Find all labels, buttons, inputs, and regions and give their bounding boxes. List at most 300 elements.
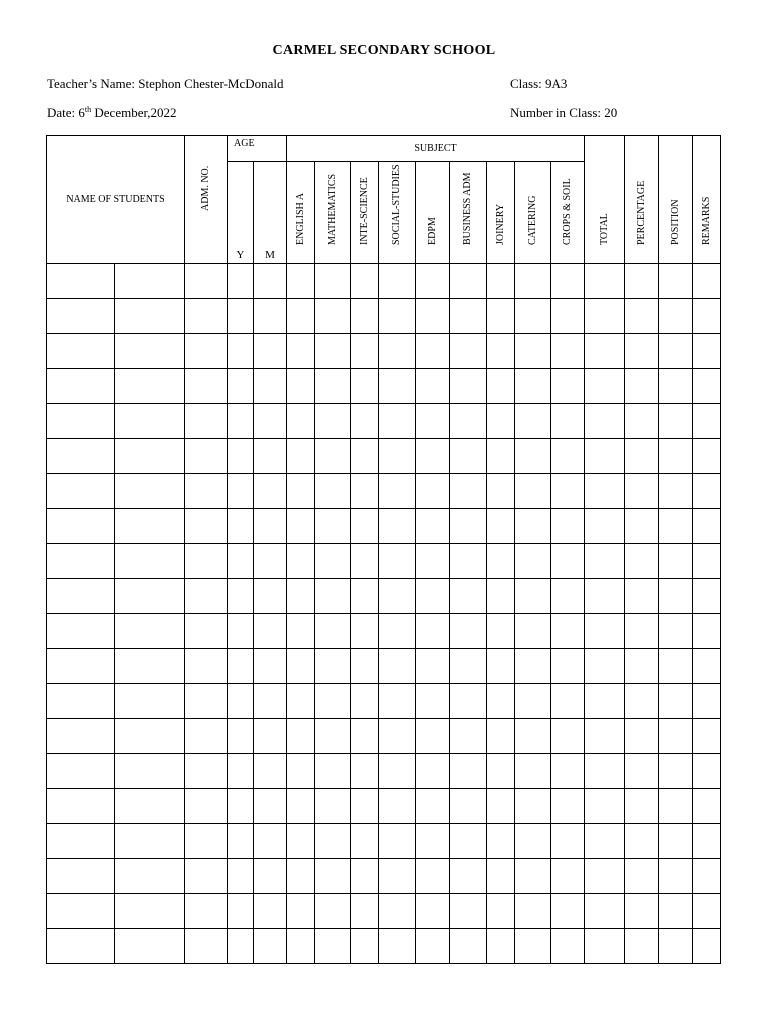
- table-cell: [487, 439, 515, 474]
- table-cell: [379, 299, 416, 334]
- subject-catering-header: CATERING: [515, 162, 551, 264]
- table-cell: [551, 684, 585, 719]
- table-cell: [315, 474, 351, 509]
- table-cell: [254, 334, 287, 369]
- table-cell: [551, 579, 585, 614]
- table-cell: [693, 894, 721, 929]
- mark-sheet-table: [46, 135, 721, 964]
- table-cell: [551, 614, 585, 649]
- table-cell: [585, 474, 625, 509]
- table-cell: [551, 929, 585, 964]
- table-cell: [379, 719, 416, 754]
- table-cell: [551, 439, 585, 474]
- table-cell: [450, 474, 487, 509]
- table-cell: [487, 649, 515, 684]
- table-cell: [228, 824, 254, 859]
- table-cell: [693, 369, 721, 404]
- table-cell: [47, 439, 115, 474]
- table-cell: [585, 369, 625, 404]
- table-cell: [659, 404, 693, 439]
- table-cell: [379, 369, 416, 404]
- table-cell: [450, 719, 487, 754]
- table-cell: [351, 579, 379, 614]
- table-cell: [315, 509, 351, 544]
- table-cell: [185, 404, 228, 439]
- table-row: [47, 509, 721, 544]
- table-cell: [450, 544, 487, 579]
- table-cell: [487, 369, 515, 404]
- table-cell: [185, 369, 228, 404]
- table-cell: [515, 614, 551, 649]
- table-cell: [625, 369, 659, 404]
- table-cell: [379, 754, 416, 789]
- subject-mathematics-header: MATHEMATICS: [315, 162, 351, 264]
- table-cell: [228, 579, 254, 614]
- table-cell: [228, 754, 254, 789]
- table-row: [47, 894, 721, 929]
- table-cell: [416, 789, 450, 824]
- table-cell: [379, 824, 416, 859]
- table-cell: [585, 719, 625, 754]
- date-suffix: th: [84, 105, 92, 114]
- table-cell: [551, 859, 585, 894]
- table-row: [47, 544, 721, 579]
- subject-header: SUBJECT: [287, 136, 585, 162]
- table-cell: [585, 544, 625, 579]
- table-cell: [315, 929, 351, 964]
- table-cell: [351, 859, 379, 894]
- table-row: [47, 264, 721, 299]
- table-cell: [115, 544, 185, 579]
- table-cell: [47, 789, 115, 824]
- table-cell: [659, 369, 693, 404]
- table-cell: [115, 579, 185, 614]
- table-cell: [254, 474, 287, 509]
- table-row: [47, 824, 721, 859]
- table-cell: [693, 264, 721, 299]
- table-cell: [659, 334, 693, 369]
- table-cell: [351, 404, 379, 439]
- table-cell: [287, 474, 315, 509]
- table-cell: [287, 509, 315, 544]
- table-cell: [254, 719, 287, 754]
- table-cell: [185, 264, 228, 299]
- table-cell: [315, 369, 351, 404]
- table-cell: [115, 474, 185, 509]
- table-cell: [315, 264, 351, 299]
- table-cell: [115, 719, 185, 754]
- table-cell: [379, 684, 416, 719]
- table-cell: [659, 579, 693, 614]
- table-cell: [585, 789, 625, 824]
- age-year-header: Y: [228, 162, 254, 264]
- table-cell: [287, 929, 315, 964]
- student-rows: [47, 264, 721, 964]
- table-cell: [115, 509, 185, 544]
- table-cell: [228, 474, 254, 509]
- table-cell: [47, 474, 115, 509]
- table-cell: [693, 789, 721, 824]
- table-cell: [115, 824, 185, 859]
- table-cell: [115, 859, 185, 894]
- table-cell: [450, 579, 487, 614]
- table-cell: [185, 789, 228, 824]
- table-cell: [450, 334, 487, 369]
- table-cell: [351, 789, 379, 824]
- school-title: CARMEL SECONDARY SCHOOL: [272, 43, 496, 58]
- table-cell: [47, 824, 115, 859]
- table-cell: [115, 754, 185, 789]
- table-cell: [185, 614, 228, 649]
- table-cell: [228, 369, 254, 404]
- table-cell: [254, 789, 287, 824]
- table-cell: [551, 509, 585, 544]
- table-cell: [515, 789, 551, 824]
- table-cell: [351, 824, 379, 859]
- table-cell: [254, 754, 287, 789]
- table-cell: [693, 474, 721, 509]
- table-cell: [659, 894, 693, 929]
- table-cell: [416, 754, 450, 789]
- table-cell: [315, 404, 351, 439]
- table-cell: [315, 859, 351, 894]
- table-cell: [379, 614, 416, 649]
- table-cell: [625, 439, 659, 474]
- table-cell: [287, 649, 315, 684]
- table-cell: [351, 894, 379, 929]
- table-cell: [416, 824, 450, 859]
- table-cell: [625, 894, 659, 929]
- table-cell: [254, 264, 287, 299]
- table-cell: [379, 404, 416, 439]
- subject-joinery-header: JOINERY: [487, 162, 515, 264]
- table-cell: [185, 859, 228, 894]
- table-cell: [515, 579, 551, 614]
- table-cell: [585, 894, 625, 929]
- table-cell: [585, 334, 625, 369]
- table-cell: [659, 754, 693, 789]
- subject-inte-science-header: INTE-SCIENCE: [351, 162, 379, 264]
- table-cell: [254, 544, 287, 579]
- table-cell: [625, 719, 659, 754]
- subject-crops-soil-header: CROPS & SOIL: [551, 162, 585, 264]
- table-cell: [487, 509, 515, 544]
- table-cell: [515, 754, 551, 789]
- table-cell: [515, 544, 551, 579]
- table-row: [47, 439, 721, 474]
- table-cell: [625, 334, 659, 369]
- table-cell: [551, 789, 585, 824]
- table-cell: [315, 439, 351, 474]
- table-cell: [450, 824, 487, 859]
- teacher-line: [47, 76, 284, 92]
- table-cell: [287, 859, 315, 894]
- subject-business-adm-header: BUSINESS ADM: [450, 162, 487, 264]
- table-cell: [351, 614, 379, 649]
- table-cell: [487, 579, 515, 614]
- table-cell: [185, 894, 228, 929]
- table-cell: [416, 929, 450, 964]
- table-cell: [659, 439, 693, 474]
- table-cell: [659, 614, 693, 649]
- table-cell: [228, 404, 254, 439]
- table-cell: [351, 369, 379, 404]
- table-cell: [287, 299, 315, 334]
- table-cell: [625, 544, 659, 579]
- table-cell: [228, 614, 254, 649]
- table-cell: [228, 789, 254, 824]
- table-cell: [693, 929, 721, 964]
- class-label: Class:: [510, 76, 542, 91]
- table-cell: [625, 579, 659, 614]
- table-cell: [693, 754, 721, 789]
- table-cell: [551, 754, 585, 789]
- table-cell: [693, 544, 721, 579]
- table-cell: [693, 334, 721, 369]
- table-cell: [659, 649, 693, 684]
- table-cell: [315, 614, 351, 649]
- table-cell: [693, 684, 721, 719]
- class-value: 9A3: [545, 76, 568, 91]
- table-cell: [254, 894, 287, 929]
- table-cell: [450, 509, 487, 544]
- table-cell: [625, 649, 659, 684]
- table-cell: [351, 684, 379, 719]
- age-month-header: M: [254, 162, 287, 264]
- table-cell: [693, 404, 721, 439]
- table-cell: [487, 929, 515, 964]
- table-cell: [659, 509, 693, 544]
- table-cell: [185, 579, 228, 614]
- table-cell: [693, 649, 721, 684]
- table-cell: [315, 719, 351, 754]
- table-cell: [47, 509, 115, 544]
- table-cell: [693, 509, 721, 544]
- table-cell: [625, 824, 659, 859]
- table-cell: [115, 264, 185, 299]
- table-cell: [228, 684, 254, 719]
- table-cell: [47, 684, 115, 719]
- table-cell: [379, 894, 416, 929]
- table-cell: [487, 719, 515, 754]
- table-cell: [416, 334, 450, 369]
- table-cell: [115, 789, 185, 824]
- table-cell: [115, 369, 185, 404]
- table-cell: [450, 754, 487, 789]
- table-cell: [625, 859, 659, 894]
- table-cell: [254, 299, 287, 334]
- table-cell: [185, 824, 228, 859]
- table-cell: [254, 579, 287, 614]
- table-cell: [625, 614, 659, 649]
- table-cell: [515, 299, 551, 334]
- table-cell: [659, 684, 693, 719]
- class-line: [510, 76, 567, 92]
- table-cell: [379, 509, 416, 544]
- table-cell: [450, 649, 487, 684]
- table-cell: [47, 719, 115, 754]
- table-cell: [254, 614, 287, 649]
- table-cell: [47, 859, 115, 894]
- subject-edpm-header: EDPM: [416, 162, 450, 264]
- table-cell: [315, 579, 351, 614]
- table-cell: [416, 404, 450, 439]
- table-cell: [351, 334, 379, 369]
- table-cell: [625, 929, 659, 964]
- table-cell: [185, 649, 228, 684]
- table-cell: [625, 404, 659, 439]
- table-cell: [315, 824, 351, 859]
- table-cell: [228, 439, 254, 474]
- table-cell: [515, 894, 551, 929]
- table-cell: [115, 404, 185, 439]
- table-cell: [287, 684, 315, 719]
- table-cell: [585, 404, 625, 439]
- table-cell: [351, 299, 379, 334]
- table-cell: [287, 544, 315, 579]
- table-cell: [416, 299, 450, 334]
- table-cell: [185, 929, 228, 964]
- table-cell: [115, 649, 185, 684]
- table-cell: [287, 369, 315, 404]
- table-cell: [254, 929, 287, 964]
- table-cell: [185, 544, 228, 579]
- table-cell: [585, 579, 625, 614]
- table-cell: [47, 334, 115, 369]
- table-cell: [487, 824, 515, 859]
- table-cell: [625, 789, 659, 824]
- table-cell: [585, 649, 625, 684]
- number-label: Number in Class:: [510, 105, 601, 120]
- table-cell: [625, 684, 659, 719]
- table-cell: [625, 509, 659, 544]
- table-cell: [185, 299, 228, 334]
- table-cell: [487, 894, 515, 929]
- table-cell: [47, 929, 115, 964]
- table-cell: [487, 299, 515, 334]
- table-row: [47, 334, 721, 369]
- table-cell: [416, 579, 450, 614]
- table-cell: [625, 474, 659, 509]
- table-cell: [551, 894, 585, 929]
- table-cell: [416, 859, 450, 894]
- table-cell: [47, 544, 115, 579]
- table-cell: [287, 719, 315, 754]
- table-row: [47, 719, 721, 754]
- table-cell: [379, 649, 416, 684]
- table-cell: [287, 334, 315, 369]
- table-cell: [487, 334, 515, 369]
- table-cell: [450, 369, 487, 404]
- table-cell: [228, 894, 254, 929]
- adm-no-label: ADM. NO.: [200, 165, 211, 211]
- table-row: [47, 789, 721, 824]
- table-row: [47, 929, 721, 964]
- table-cell: [254, 859, 287, 894]
- table-cell: [450, 789, 487, 824]
- table-cell: [315, 334, 351, 369]
- table-cell: [551, 404, 585, 439]
- table-cell: [379, 859, 416, 894]
- table-cell: [47, 754, 115, 789]
- table-cell: [287, 614, 315, 649]
- adm-no-header: [185, 136, 228, 264]
- table-cell: [351, 509, 379, 544]
- table-cell: [416, 474, 450, 509]
- table-cell: [287, 579, 315, 614]
- table-cell: [115, 439, 185, 474]
- table-cell: [315, 684, 351, 719]
- table-cell: [228, 509, 254, 544]
- table-cell: [515, 859, 551, 894]
- table-cell: [450, 929, 487, 964]
- table-cell: [450, 404, 487, 439]
- table-cell: [47, 894, 115, 929]
- position-header: POSITION: [659, 136, 693, 264]
- teacher-name: Stephon Chester-McDonald: [138, 76, 284, 91]
- table-cell: [585, 614, 625, 649]
- table-cell: [551, 474, 585, 509]
- table-cell: [515, 649, 551, 684]
- table-cell: [254, 369, 287, 404]
- table-row: [47, 754, 721, 789]
- table-cell: [515, 404, 551, 439]
- table-cell: [416, 719, 450, 754]
- table-cell: [659, 789, 693, 824]
- table-cell: [115, 299, 185, 334]
- table-cell: [585, 824, 625, 859]
- table-cell: [693, 299, 721, 334]
- table-cell: [115, 929, 185, 964]
- table-cell: [693, 439, 721, 474]
- table-cell: [659, 719, 693, 754]
- table-cell: [515, 474, 551, 509]
- table-row: [47, 859, 721, 894]
- table-cell: [185, 439, 228, 474]
- table-cell: [693, 579, 721, 614]
- table-cell: [487, 614, 515, 649]
- table-cell: [416, 684, 450, 719]
- table-cell: [351, 649, 379, 684]
- table-cell: [185, 474, 228, 509]
- table-row: [47, 474, 721, 509]
- table-cell: [47, 369, 115, 404]
- table-cell: [487, 544, 515, 579]
- table-cell: [351, 439, 379, 474]
- table-cell: [416, 369, 450, 404]
- table-cell: [487, 859, 515, 894]
- table-cell: [379, 334, 416, 369]
- table-cell: [254, 439, 287, 474]
- table-cell: [551, 369, 585, 404]
- table-cell: [379, 789, 416, 824]
- table-cell: [254, 824, 287, 859]
- table-cell: [315, 789, 351, 824]
- table-cell: [515, 929, 551, 964]
- table-cell: [185, 334, 228, 369]
- table-cell: [287, 894, 315, 929]
- table-cell: [185, 684, 228, 719]
- table-cell: [351, 754, 379, 789]
- table-cell: [47, 404, 115, 439]
- table-cell: [625, 264, 659, 299]
- table-cell: [659, 474, 693, 509]
- table-cell: [228, 859, 254, 894]
- table-cell: [287, 754, 315, 789]
- table-cell: [585, 684, 625, 719]
- table-cell: [315, 754, 351, 789]
- table-cell: [228, 719, 254, 754]
